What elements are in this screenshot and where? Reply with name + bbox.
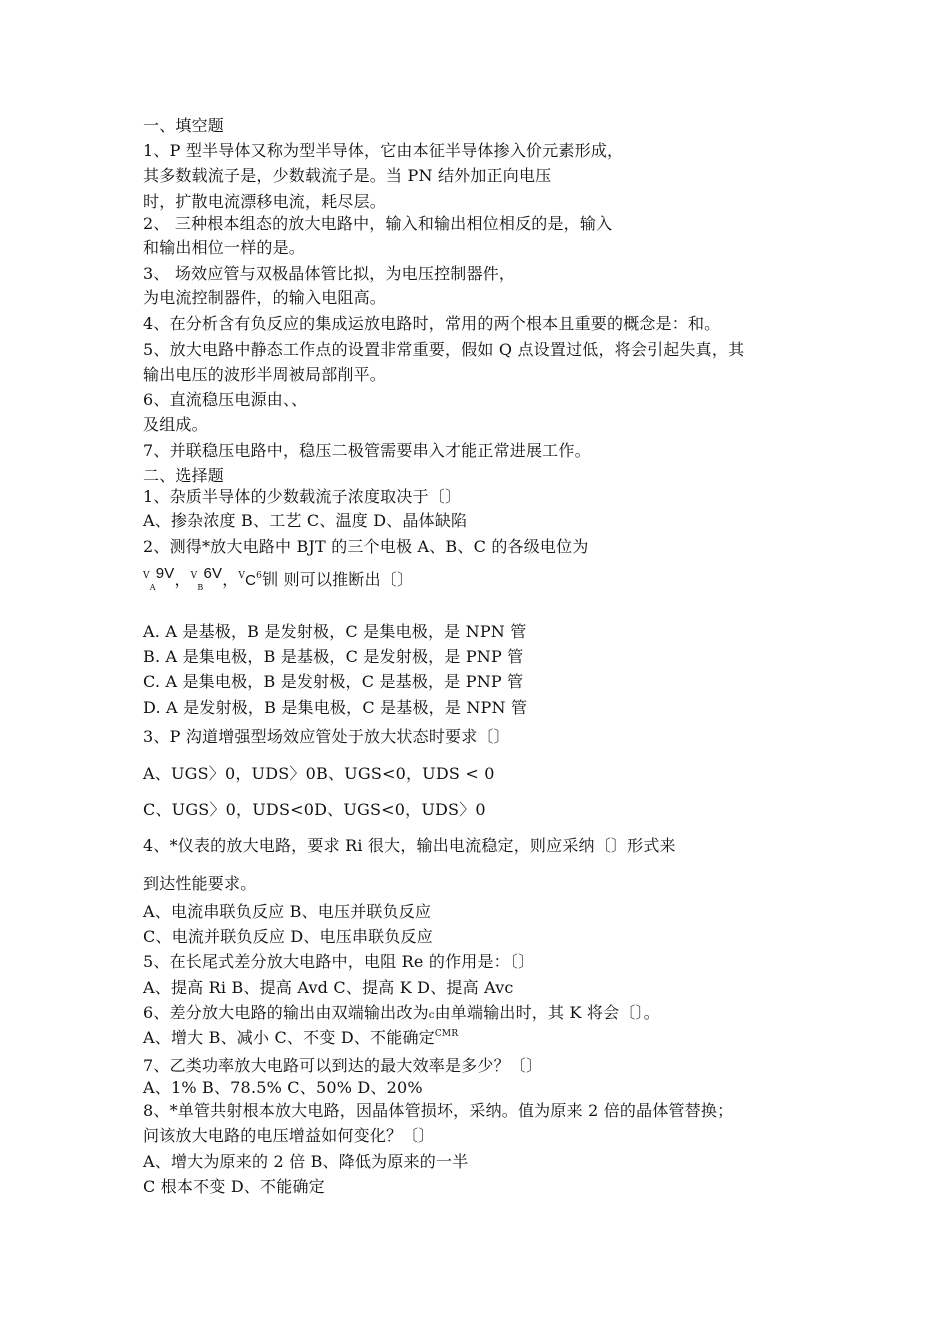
question-1-line-3: 时，扩散电流漂移电流，耗尽层。 (143, 192, 387, 211)
va-prefix: V (143, 571, 150, 581)
choice-3-question: 3、P 沟道增强型场效应管处于放大状态时要求〔〕 (143, 727, 510, 746)
choice-4-question-2: 到达性能要求。 (143, 874, 257, 893)
question-2-line-1: 2、 三种根本组态的放大电路中，输入和输出相位相反的是，输入 (143, 214, 613, 233)
choice-1-question: 1、杂质半导体的少数载流子浓度取决于〔〕 (143, 487, 462, 506)
choice-8-options-1: A、增大为原来的 2 倍 B、降低为原来的一半 (143, 1152, 469, 1171)
choice-8-question: 8、*单管共射根本放大电路，因晶体管损坏，采纳。值为原来 2 倍的晶体管替换； (143, 1101, 734, 1120)
question-3-line-2: 为电流控制器件，的输入电阻高。 (143, 288, 387, 307)
vb-prefix: V (190, 571, 198, 581)
choice-6-question-pre: 6、差分放大电路的输出由双端输出改为 (143, 1003, 429, 1022)
question-7-line-1: 7、并联稳压电路中，稳压二极管需要串入才能正常进展工作。 (143, 441, 591, 460)
choice-2-option-d: D. A 是发射极，B 是集电极，C 是基极，是 NPN 管 (143, 698, 528, 717)
choice-3-options-1: A、UGS〉0，UDS〉0B、UGS<0，UDS < 0 (143, 764, 495, 783)
section-heading-fill-in: 一、填空题 (143, 116, 225, 135)
question-1-line-1: 1、P 型半导体又称为型半导体，它由本征半导体掺入价元素形成， (143, 141, 624, 160)
choice-1-options: A、掺杂浓度 B、工艺 C、温度 D、晶体缺陷 (143, 511, 468, 530)
vc-tail: 钏 (262, 570, 279, 589)
va-subscript: A (149, 583, 156, 592)
question-5-line-2: 输出电压的波形半周被局部削平。 (143, 365, 387, 384)
question-2-line-2: 和输出相位一样的是。 (143, 238, 306, 257)
choice-2-option-c: C. A 是集电极，B 是发射极，C 是基极，是 PNP 管 (143, 672, 524, 691)
choice-4-options-2: C、电流并联负反应 D、电压串联负反应 (143, 927, 433, 946)
choice-5-options: A、提高 Ri B、提高 Avd C、提高 K D、提高 Avc (143, 978, 514, 997)
question-6-line-2: 及组成。 (143, 415, 208, 434)
vb-value: 6V (203, 565, 223, 582)
choice-6-options (143, 1028, 458, 1051)
choice-6-question (143, 1003, 660, 1026)
choice-6-question-small: c (428, 1010, 435, 1021)
vc-subscript: C (245, 572, 257, 589)
choice-8-question-2: 问该放大电路的电压增益如何变化？〔〕 (143, 1126, 435, 1145)
choice-4-options-1: A、电流串联负反应 B、电压并联负反应 (143, 902, 432, 921)
choice-2-question: 2、测得*放大电路中 BJT 的三个电极 A、B、C 的各级电位为 (143, 537, 589, 556)
question-6-line-1: 6、直流稳压电源由、、 (143, 390, 308, 409)
choice-6-options-sup: CMR (434, 1029, 459, 1039)
choice-2-potentials (143, 565, 414, 593)
choice-6-question-post: 由单端输出时，其 K 将会〔〕。 (434, 1003, 660, 1022)
choice-7-options: A、1% B、78.5% C、50% D、20% (143, 1078, 423, 1097)
vb-subscript: B (197, 583, 204, 592)
choice-2-option-a: A. A 是基极，B 是发射极，C 是集电极，是 NPN 管 (143, 622, 527, 641)
choice-7-question: 7、乙类功率放大电路可以到达的最大效率是多少？〔〕 (143, 1056, 543, 1075)
choice-3-options-2: C、UGS〉0，UDS<0D、UGS<0，UDS〉0 (143, 800, 486, 819)
vc-prefix: V (238, 571, 246, 581)
question-5-line-1: 5、放大电路中静态工作点的设置非常重要，假如 Q 点设置过低，将会引起失真，其 (143, 340, 745, 359)
choice-8-options-2: C 根本不变 D、不能确定 (143, 1177, 325, 1196)
question-3-line-1: 3、 场效应管与双极晶体管比拟，为电压控制器件， (143, 264, 516, 283)
choice-2-question-tail: 则可以推断出〔〕 (278, 570, 414, 589)
choice-6-options-text: A、增大 B、减小 C、不变 D、不能确定 (143, 1028, 435, 1047)
va-value: 9V (155, 565, 175, 582)
choice-5-question: 5、在长尾式差分放大电路中，电阻 Re 的作用是：〔〕 (143, 952, 535, 971)
choice-2-option-b: B. A 是集电极，B 是基极，C 是发射极，是 PNP 管 (143, 647, 524, 666)
separator: ， (222, 570, 239, 589)
separator: ， (174, 570, 191, 589)
question-4-line-1: 4、在分析含有负反应的集成运放电路时，常用的两个根本且重要的概念是：和。 (143, 314, 721, 333)
section-heading-choice: 二、选择题 (143, 466, 225, 485)
question-1-line-2: 其多数载流子是，少数载流子是。当 PN 结外加正向电压 (143, 166, 552, 185)
vc-exponent: 6 (256, 571, 263, 581)
choice-4-question: 4、*仪表的放大电路，要求 Ri 很大，输出电流稳定，则应采纳〔〕形式来 (143, 836, 676, 855)
